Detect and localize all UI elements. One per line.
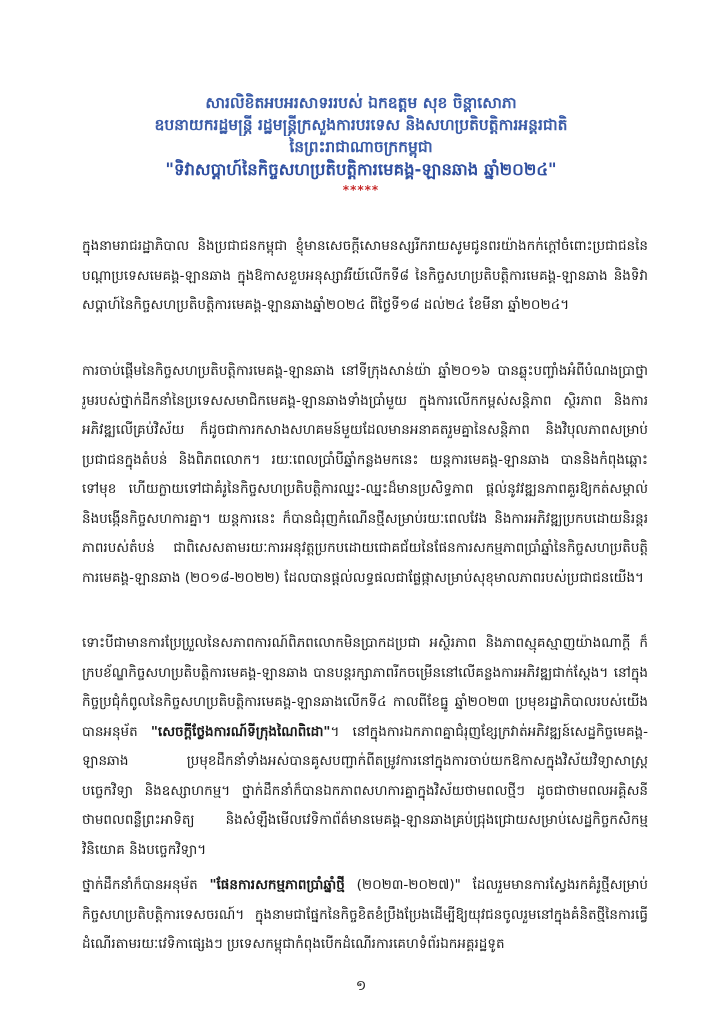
- letter-body: [82, 232, 648, 966]
- paragraph-text: ថ្នាក់ដឹកនាំក៏បានអនុម័ត: [82, 877, 210, 893]
- paragraph-emphasis: "ផែនការសកម្មភាពប្រាំឆ្នាំថ្មី: [209, 877, 345, 893]
- paragraph-text: ការចាប់ផ្តើមនៃកិច្ចសហប្រតិបត្តិការមេគង្គ-ឡានឆាង នៅទីក្រុងសាន់យ៉ា ឆ្នាំ២០១៦ បានឆ្លុះបញ្ចាំងអំពីបំណងប្រាថ្នារួមរបស់ថ្នាក់ដឹកនាំនៃប្រទេសសមាជិកមេគង្គ-ឡានឆាងទាំងប្រាំមួយ ក្នុងការលើកកម្ពស់សន្តិភាព ស្ថិរភាព និងការអភិវឌ្ឍលើគ្រប់វិស័យ ក៏ដូចជាការកសាងសហគមន៍មួយដែលមានអនាគតរួមគ្នានៃសន្តិភាព និងវិបុលភាពសម្រាប់ប្រជាជនក្នុងតំបន់ និងពិភពលោក។ រយៈពេលប្រាំបីឆ្នាំកន្លងមកនេះ យន្តការមេគង្គ-ឡានឆាង បាននិងកំពុងឆ្ពោះទៅមុខ ហើយក្លាយទៅជាគំរូនៃកិច្ចសហប្រតិបត្តិការឈ្នះ-ឈ្នះដ៏មានប្រសិទ្ធភាព ផ្តល់នូវវឌ្ឍនភាពគួរឱ្យកត់សម្គាល់ និងបង្កើនកិច្ចសហការគ្នា។ យន្តការនេះ ក៏បានជំរុញកំណើនថ្មីសម្រាប់រយៈពេលវែង និងការអភិវឌ្ឍប្រកបដោយនិរន្តរភាពរបស់តំបន់ ជាពិសេសតាមរយៈការអនុវត្តប្រកបដោយជោគជ័យនៃផែនការសកម្មភាពប្រាំឆ្នាំនៃកិច្ចសហប្រតិបត្តិការមេគង្គ-ឡានឆាង (២០១៨-២០២២) ដែលបានផ្តល់លទ្ធផលជាផ្លែផ្កាសម្រាប់សុខុមាលភាពរបស់ប្រជាជនយើង។: [82, 363, 648, 586]
- paragraph-text: (២០២៣-២០២៧)" ដែលរួមមានការស្វែងរកគំរូថ្មីសម្រាប់កិច្ចសហប្រតិបត្តិការទេសចរណ៍។ ក្នុងនាមជាផ្នែកនៃកិច្ចខិតខំប្រឹងប្រែងដើម្បីឱ្យយុវជនចូលរួមនៅក្នុងគំនិតថ្មីនៃការធ្វើដំណើរតាមរយៈវេទិកាផ្សេងៗ ប្រទេសកម្ពុជាកំពុងបើកដំណើរការគេហទំព័រឯកអគ្គរដ្ឋទូត: [82, 877, 648, 952]
- letter-header: [60, 92, 662, 196]
- paragraph-2: [82, 357, 648, 623]
- header-line-1: សារលិខិតអបអរសាទររបស់ ឯកឧត្តម សុខ ចិន្តាសោភា: [205, 94, 517, 112]
- paragraph-text: ទោះបីជាមានការប្រែប្រួលនៃសភាពការណ៍ពិភពលោកមិនប្រាកដប្រជា អស្ថិរភាព និងភាពស្មុគស្មាញយ៉ាងណាក្តី ក៏ក្របខ័ណ្ឌកិច្ចសហប្រតិបត្តិការមេគង្គ-ឡានឆាង បានបន្តរក្សាភាពរីកចម្រើននៅលើគន្លងការអភិវឌ្ឍជាក់ស្តែង។ នៅក្នុងកិច្ចប្រជុំកំពូលនៃកិច្ចសហប្រតិបត្តិការមេគង្គ-ឡានឆាងលើកទី៤ កាលពីខែធ្នូ ឆ្នាំ២០២៣ ប្រមុខរដ្ឋាភិបាលរបស់យើងបានអនុម័ត: [82, 635, 648, 740]
- paragraph-emphasis: "សេចក្តីថ្លែងការណ៍ទីក្រុងណៃពិដោ": [150, 723, 331, 740]
- paragraph-4: [82, 871, 648, 960]
- header-line-3: នៃព្រះរាជាណាចក្រកម្ពុជា: [289, 138, 433, 156]
- paragraph-text: ។ នៅក្នុងការឯកភាពគ្នាជំរុញខ្សែក្រវាត់អភិវឌ្ឍន៍សេដ្ឋកិច្ចមេគង្គ-ឡានឆាង ប្រមុខដឹកនាំទាំងអស់បានគូសបញ្ជាក់ពីតម្រូវការនៅក្នុងការចាប់យកឱកាសក្នុងវិស័យវិទ្យាសាស្ត្រ បច្ចេកវិទ្យា និងឧស្សាហកម្ម។ ថ្នាក់ដឹកនាំក៏បានឯកភាពសហការគ្នាក្នុងវិស័យថាមពលថ្មីៗ ដូចជាថាមពលអគ្គិសនី ថាមពលពន្លឺព្រះអាទិត្យ និងសំឡឹងមើលវេទិកាព័ត៌មានមេគង្គ-ឡានឆាងគ្រប់ជ្រុងជ្រោយសម្រាប់សេដ្ឋកិច្ចកសិកម្ម វិនិយោគ និងបច្ចេកវិទ្យា។: [82, 723, 648, 858]
- header-line-2: ឧបនាយករដ្ឋមន្ត្រី រដ្ឋមន្ត្រីក្រសួងការបរទេស និងសហប្រតិបត្តិការអន្តរជាតិ: [154, 116, 568, 134]
- page-number: ១: [355, 978, 367, 994]
- header-stars-divider: *****: [342, 183, 380, 197]
- header-theme-title: "ទិវាសប្តាហ៍នៃកិច្ចសហប្រតិបត្តិការមេគង្គ-ឡានឆាង ឆ្នាំ២០២៤": [165, 160, 557, 179]
- paragraph-3: [82, 629, 648, 865]
- paragraph-1: [82, 232, 648, 351]
- paragraph-text: ក្នុងនាមរាជរដ្ឋាភិបាល និងប្រជាជនកម្ពុជា ខ្ញុំមានសេចក្តីសោមនស្សរីករាយសូមជូនពរយ៉ាងកក់ក្តៅចំពោះប្រជាជននៃបណ្តាប្រទេសមេគង្គ-ឡានឆាង ក្នុងឱកាសខួបអនុស្សាវរីយ៍លើកទី៨ នៃកិច្ចសហប្រតិបត្តិការមេគង្គ-ឡានឆាង និងទិវាសប្តាហ៍នៃកិច្ចសហប្រតិបត្តិការមេគង្គ-ឡានឆាងឆ្នាំ២០២៤ ពីថ្ងៃទី១៨ ដល់២៤ ខែមីនា ឆ្នាំ២០២៤។: [82, 238, 648, 313]
